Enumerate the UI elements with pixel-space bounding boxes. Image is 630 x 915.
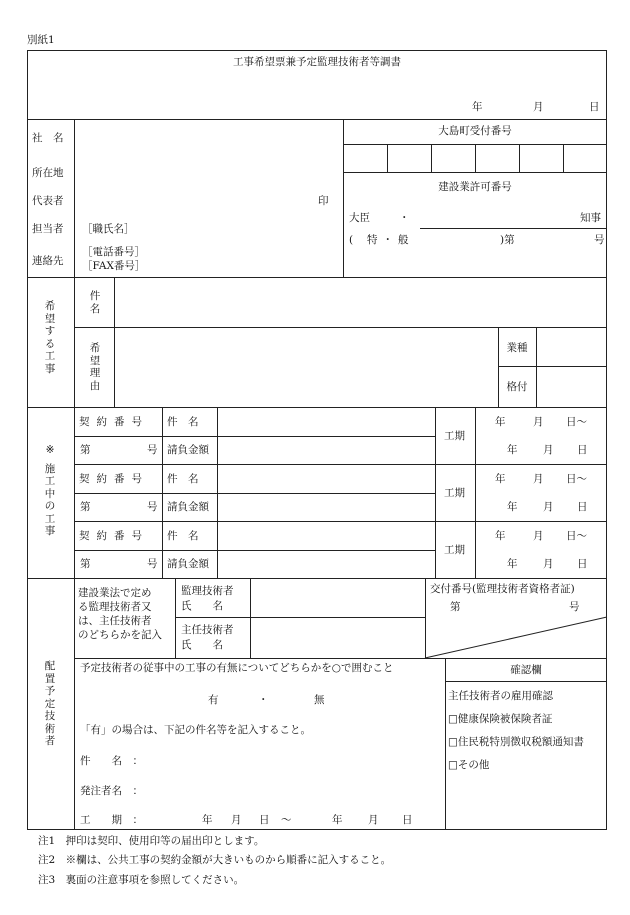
divider-current [27, 578, 607, 579]
form-title: 工事希望票兼予定監理技術者等調書 [233, 56, 401, 68]
person-in-charge-label: 担当者 [32, 223, 64, 235]
contact-name-field: ［職氏名］ [82, 223, 135, 235]
date-year-label: 年 [472, 101, 483, 113]
wish-label-col [74, 277, 75, 407]
engaged-period-tilde: 〜 [281, 814, 292, 826]
fax-field: ［FAX番号］ [82, 260, 146, 272]
current-row3-mid [74, 550, 435, 551]
planned-label-col [74, 578, 75, 830]
engaged-period-label: 工 期 ： [80, 814, 143, 826]
work-name-label: 件 名 [167, 530, 199, 542]
license-type: 特・般 [367, 234, 414, 246]
receipt-cell-3 [475, 144, 476, 172]
period-start-day: 日〜 [566, 530, 587, 542]
wish-name-label: 件 名 [89, 290, 101, 315]
period-end-month: 月 [543, 501, 554, 513]
confirm-col [445, 658, 446, 830]
divider-wish [27, 407, 607, 408]
period-start-day: 日〜 [566, 473, 587, 485]
planned-upper-end [74, 658, 607, 659]
contract-dai-label: 第 [80, 501, 91, 513]
confirm-item-other: □その他 [448, 759, 490, 771]
work-period-label: 工期 [444, 487, 465, 499]
attachment-label: 別紙1 [27, 34, 55, 46]
note-1: 注1 押印は契印、使用印等の届出印とします。 [38, 835, 265, 847]
period-start-year: 年 [495, 416, 506, 428]
current-row1-mid [74, 436, 435, 437]
rank-label: 格付 [506, 381, 528, 393]
work-name-label: 件 名 [167, 416, 199, 428]
confirm-heading: 主任技術者の雇用確認 [448, 690, 553, 702]
engaged-question: 予定技術者の従事中の工事の有無についてどちらかを○で囲むこと [80, 662, 394, 674]
engaged-period-month-2: 月 [368, 814, 379, 826]
receipt-cell-4 [519, 144, 520, 172]
contract-number-label: 契約番号 [79, 473, 149, 485]
chief-label: 主任技術者 [181, 624, 234, 636]
receipt-cell-5 [563, 144, 564, 172]
current-row1-end [74, 464, 607, 465]
period-start-day: 日〜 [566, 416, 587, 428]
wish-inner-col [114, 277, 115, 407]
company-label-col [74, 119, 75, 277]
issue-number-dai: 第 [450, 601, 461, 613]
minister-dot: ・ [399, 212, 410, 224]
receipt-cell-2 [431, 144, 432, 172]
company-name-label: 社 名 [32, 132, 64, 144]
engaged-period-month-1: 月 [231, 814, 242, 826]
license-go: 号 [594, 234, 605, 246]
law-note-line-3: は、主任技術者 [78, 615, 152, 627]
planned-name-divider [175, 617, 425, 618]
note-2: 注2 ※欄は、公共工事の契約金額が大きいものから順番に記入すること。 [38, 854, 392, 866]
engaged-period-day-1: 日 [259, 814, 270, 826]
contract-dai-label: 第 [80, 558, 91, 570]
current-period-col2 [475, 407, 476, 578]
governor-label: 知事 [580, 212, 601, 224]
divider-header [27, 119, 607, 120]
period-start-month: 月 [533, 530, 544, 542]
wish-right-col2 [536, 327, 537, 407]
period-end-month: 月 [543, 558, 554, 570]
issue-number-go: 号 [569, 601, 580, 613]
contract-amount-label: 請負金額 [167, 444, 209, 456]
yes-instruction: 「有」の場合は、下記の件名等を記入すること。 [80, 724, 311, 736]
period-start-year: 年 [495, 530, 506, 542]
period-end-day: 日 [577, 501, 588, 513]
planned-section-label: 配 置 予 定 技 術 者 [44, 660, 56, 747]
contract-go-label: 号 [147, 558, 158, 570]
supervisor-label: 監理技術者 [181, 585, 234, 597]
industry-label: 業種 [506, 342, 528, 354]
date-month-label: 月 [533, 101, 544, 113]
engaged-period-year-1: 年 [202, 814, 213, 826]
receipt-number-bottom [343, 172, 607, 173]
engaged-period-day-2: 日 [402, 814, 413, 826]
license-line [420, 228, 607, 229]
engaged-period-year-2: 年 [332, 814, 343, 826]
phone-field: ［電話番号］ [82, 246, 145, 258]
supervisor-name-label: 氏 名 [181, 600, 223, 612]
engaged-orderer-label: 発注者名 ： [80, 785, 143, 797]
wish-industry-divider [498, 366, 607, 367]
chief-name-label: 氏 名 [181, 639, 223, 651]
minister-label: 大臣 [349, 212, 370, 224]
wish-section-label: 希 望 す る 工 事 [44, 300, 56, 375]
wish-reason-label: 希 望 理 由 [89, 342, 101, 392]
current-section-mark: ※ [45, 444, 55, 456]
option-no: 無 [314, 694, 325, 706]
work-name-label: 件 名 [167, 473, 199, 485]
receipt-number-label: 大島町受付番号 [438, 125, 512, 137]
engaged-item-label: 件 名 ： [80, 755, 143, 767]
current-row2-end [74, 521, 607, 522]
period-end-year: 年 [507, 558, 518, 570]
contract-go-label: 号 [147, 501, 158, 513]
contract-go-label: 号 [147, 444, 158, 456]
contract-amount-label: 請負金額 [167, 558, 209, 570]
law-note-line-4: のどちらかを記入 [78, 629, 162, 641]
contract-number-label: 契約番号 [79, 416, 149, 428]
law-note-line-1: 建設業法で定め [78, 587, 152, 599]
planned-note-col [175, 578, 176, 658]
license-number-label: 建設業許可番号 [438, 181, 512, 193]
seal-mark: 印 [318, 195, 329, 207]
representative-label: 代表者 [32, 195, 64, 207]
option-yes: 有 [208, 694, 219, 706]
work-period-label: 工期 [444, 430, 465, 442]
issue-number-slash [425, 617, 607, 658]
period-end-year: 年 [507, 501, 518, 513]
company-right-col [343, 119, 344, 277]
current-section-label: ※ 施 工 中 の 工 事 [44, 444, 56, 537]
period-end-day: 日 [577, 444, 588, 456]
current-period-col [435, 407, 436, 578]
wish-right-col [498, 327, 499, 407]
work-period-label: 工期 [444, 544, 465, 556]
period-start-year: 年 [495, 473, 506, 485]
contract-amount-label: 請負金額 [167, 501, 209, 513]
license-type-open: ( [349, 234, 354, 246]
period-start-month: 月 [533, 416, 544, 428]
license-dai: )第 [500, 234, 515, 246]
contract-dai-label: 第 [80, 444, 91, 456]
confirm-title: 確認欄 [510, 664, 542, 676]
period-end-day: 日 [577, 558, 588, 570]
note-3: 注3 裏面の注意事項を参照してください。 [38, 874, 245, 886]
receipt-cell-1 [387, 144, 388, 172]
law-note-line-2: る監理技術者又 [78, 601, 152, 613]
confirm-title-divider [445, 681, 607, 682]
contract-number-label: 契約番号 [79, 530, 149, 542]
confirm-item-health-insurance: □健康保険被保険者証 [448, 713, 553, 725]
issue-number-label: 交付番号(監理技術者資格者証) [430, 583, 575, 595]
planned-name-label-col [250, 578, 251, 658]
option-dot: ・ [258, 694, 269, 706]
contact-label: 連絡先 [32, 255, 64, 267]
period-start-month: 月 [533, 473, 544, 485]
period-end-year: 年 [507, 444, 518, 456]
current-row2-mid [74, 493, 435, 494]
address-label: 所在地 [32, 167, 64, 179]
wish-name-divider [74, 327, 607, 328]
date-day-label: 日 [589, 101, 600, 113]
confirm-item-resident-tax: □住民税特別徴収税額通知書 [448, 736, 584, 748]
period-end-month: 月 [543, 444, 554, 456]
